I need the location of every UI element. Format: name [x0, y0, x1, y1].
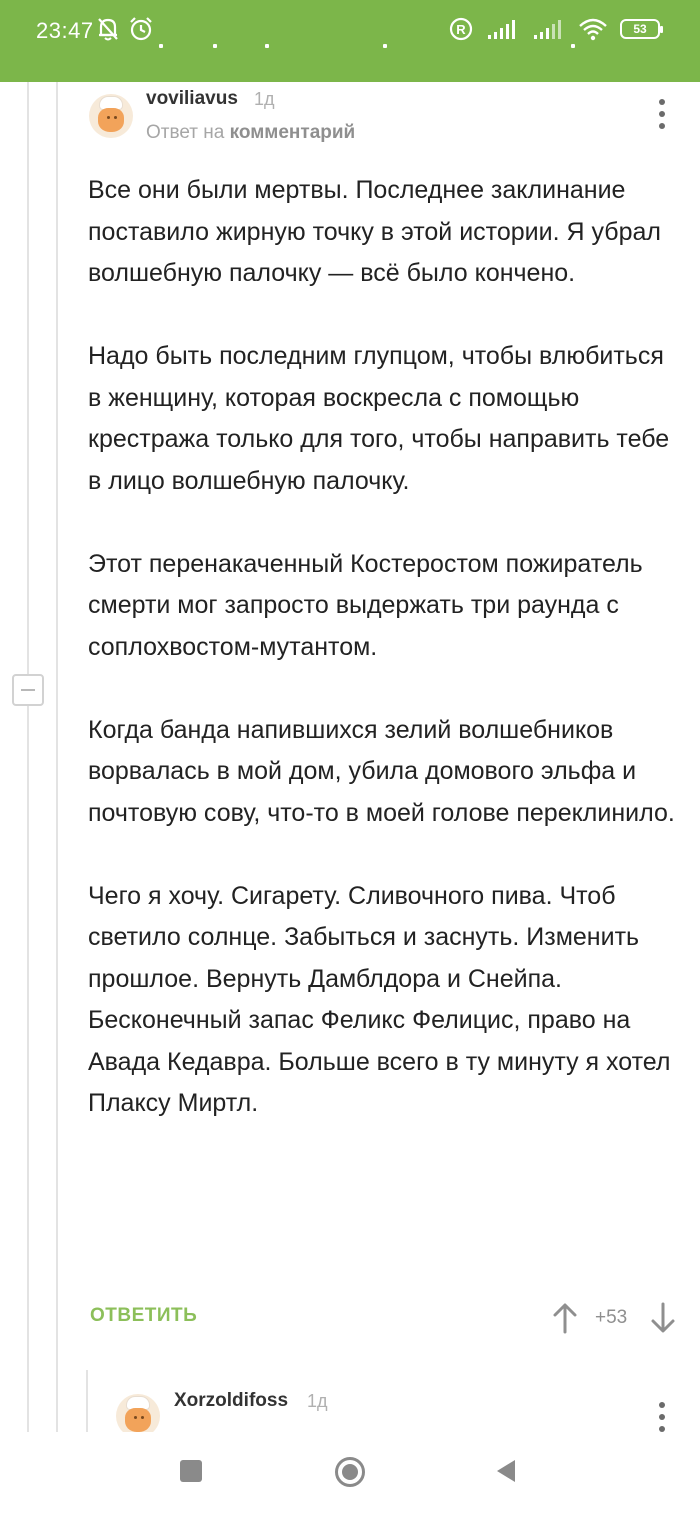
- alarm-icon: [128, 16, 154, 42]
- battery-icon: 53: [620, 19, 660, 39]
- back-icon[interactable]: [494, 1458, 518, 1484]
- status-time: 23:47: [36, 18, 94, 43]
- signal-icon: [532, 17, 566, 41]
- thread-line: [56, 82, 58, 1432]
- comment-author[interactable]: Xorzoldifoss: [174, 1390, 289, 1411]
- more-options-icon[interactable]: [658, 1402, 666, 1432]
- collapse-thread-button[interactable]: [12, 674, 44, 706]
- comment-rating: +53: [595, 1307, 628, 1328]
- status-dots: [155, 44, 585, 52]
- svg-text:R: R: [456, 22, 466, 37]
- registered-icon: [448, 16, 474, 42]
- reply-prefix: Ответ на: [146, 122, 225, 143]
- reply-button[interactable]: ОТВЕТИТЬ: [90, 1305, 198, 1326]
- bell-off-icon: [96, 16, 120, 42]
- thread-line: [27, 82, 29, 1432]
- comment-paragraph: Когда банда напившихся зелий волшебников ворвалась в мой дом, убила домового эльфа и почтовую сову, что-то в моей голове переклинило.: [88, 715, 675, 827]
- home-icon[interactable]: [334, 1456, 366, 1488]
- comment-paragraph: Все они были мертвы. Последнее заклинание поставило жирную точку в этой истории. Я убрал волшебную палочку — всё было кончено.: [88, 176, 661, 287]
- more-options-icon[interactable]: [658, 99, 666, 129]
- reply-target-link[interactable]: комментарий: [229, 122, 356, 143]
- comment-body: [88, 170, 678, 1166]
- comment-paragraph: Чего я хочу. Сигарету. Сливочного пива. Чтоб светило солнце. Забыться и заснуть. Изменить прошлое. Вернуть Дамблдора и Снейпа. Бесконечный запас Феликс Фелицис, право на Авада Кедавра. Больше всего в ту минуту я хотел Плаксу Миртл.: [88, 881, 671, 1117]
- comment-time: 1д: [254, 89, 275, 109]
- signal-icon: [486, 17, 520, 41]
- thread-line: [86, 1370, 88, 1432]
- comment-paragraph: Этот перенакаченный Костеростом пожиратель смерти мог запросто выдержать три раунда с соплохвостом-мутантом.: [88, 549, 643, 661]
- recents-icon[interactable]: [178, 1458, 204, 1484]
- comment-time: 1д: [307, 1391, 328, 1411]
- comment-paragraph: Надо быть последним глупцом, чтобы влюбиться в женщину, которая воскресла с помощью крестража только для того, чтобы направить тебе в лицо волшебную палочку.: [88, 342, 670, 495]
- comment-author[interactable]: voviliavus: [146, 88, 238, 109]
- downvote-arrow-icon[interactable]: [650, 1302, 676, 1334]
- status-bar: [0, 0, 700, 82]
- navigation-bar: [0, 1432, 700, 1517]
- upvote-arrow-icon[interactable]: [552, 1302, 578, 1334]
- avatar[interactable]: [89, 94, 133, 138]
- wifi-icon: [578, 17, 608, 41]
- reply-to-line: [146, 122, 355, 144]
